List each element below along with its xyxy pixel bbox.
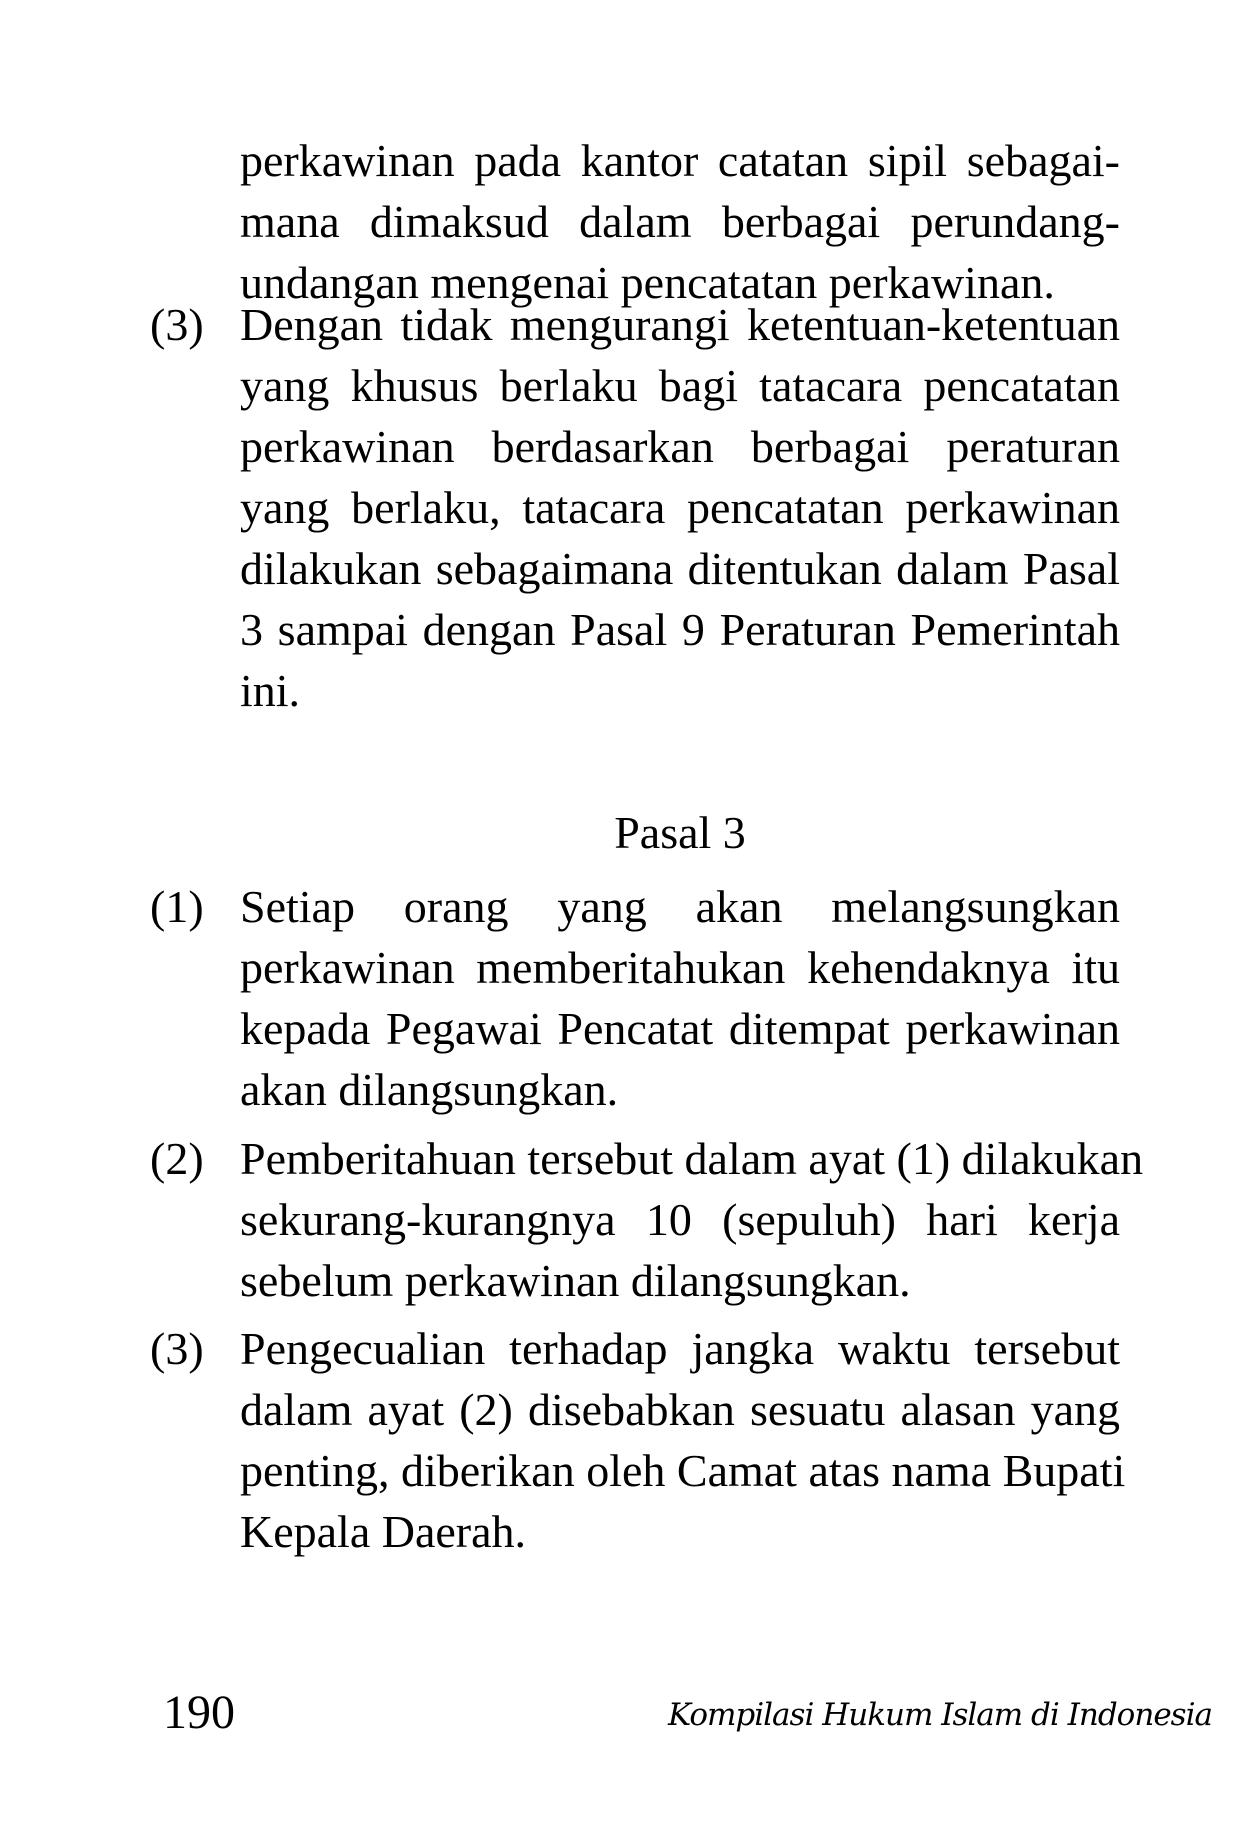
page-number: 190 — [163, 1686, 235, 1739]
paragraph-line: ini. — [240, 665, 301, 716]
intro-line: mana dimaksud dalam berbagai perundang- — [240, 196, 1120, 247]
intro-line: undangan mengenai pencatatan perkawinan. — [240, 257, 1055, 308]
item-line: Setiap orang yang akan melangsungkan — [240, 881, 1120, 932]
paragraph-line: 3 sampai dengan Pasal 9 Peraturan Pemerintah — [240, 604, 1120, 655]
article-item-3 — [240, 1318, 1126, 1562]
paragraph-number: (3) — [150, 299, 204, 350]
paragraph-line: Dengan tidak mengurangi ketentuan-ketentuan — [240, 299, 1120, 350]
paragraph-line: yang khusus berlaku bagi tatacara pencatatan — [240, 360, 1120, 411]
item-line: perkawinan memberitahukan kehendaknya itu — [240, 942, 1120, 993]
article-heading: Pasal 3 — [614, 807, 746, 858]
paragraph-line: yang berlaku, tatacara pencatatan perkawinan — [240, 482, 1120, 533]
item-line: penting, diberikan oleh Camat atas nama Bupati — [240, 1445, 1126, 1496]
intro-line: perkawinan pada kantor catatan sipil sebagai- — [240, 135, 1120, 186]
item-number: (2) — [150, 1133, 204, 1184]
item-line: kepada Pegawai Pencatat ditempat perkawinan — [240, 1003, 1120, 1054]
running-footer-title: Kompilasi Hukum Islam di Indonesia — [668, 1697, 1212, 1733]
article-item-2 — [240, 1128, 1144, 1311]
article-item-1 — [240, 876, 1120, 1120]
item-line: sekurang-kurangnya 10 (sepuluh) hari kerja — [240, 1194, 1120, 1245]
item-line: dalam ayat (2) disebabkan sesuatu alasan yang — [240, 1384, 1120, 1435]
item-line: sebelum perkawinan dilangsungkan. — [240, 1255, 911, 1306]
item-number: (3) — [150, 1323, 204, 1374]
paragraph-line: perkawinan berdasarkan berbagai peraturan — [240, 421, 1120, 472]
paragraph-line: dilakukan sebagaimana ditentukan dalam Pasal — [240, 543, 1120, 594]
intro-paragraph — [240, 130, 1120, 313]
item-number: (1) — [150, 881, 204, 932]
item-line: akan dilangsungkan. — [240, 1064, 619, 1115]
item-line: Pemberitahuan tersebut dalam ayat (1) dilakukan — [240, 1133, 1144, 1184]
item-line: Pengecualian terhadap jangka waktu tersebut — [240, 1323, 1120, 1374]
item-line: Kepala Daerah. — [240, 1506, 527, 1557]
paragraph-prev-3 — [240, 294, 1120, 721]
